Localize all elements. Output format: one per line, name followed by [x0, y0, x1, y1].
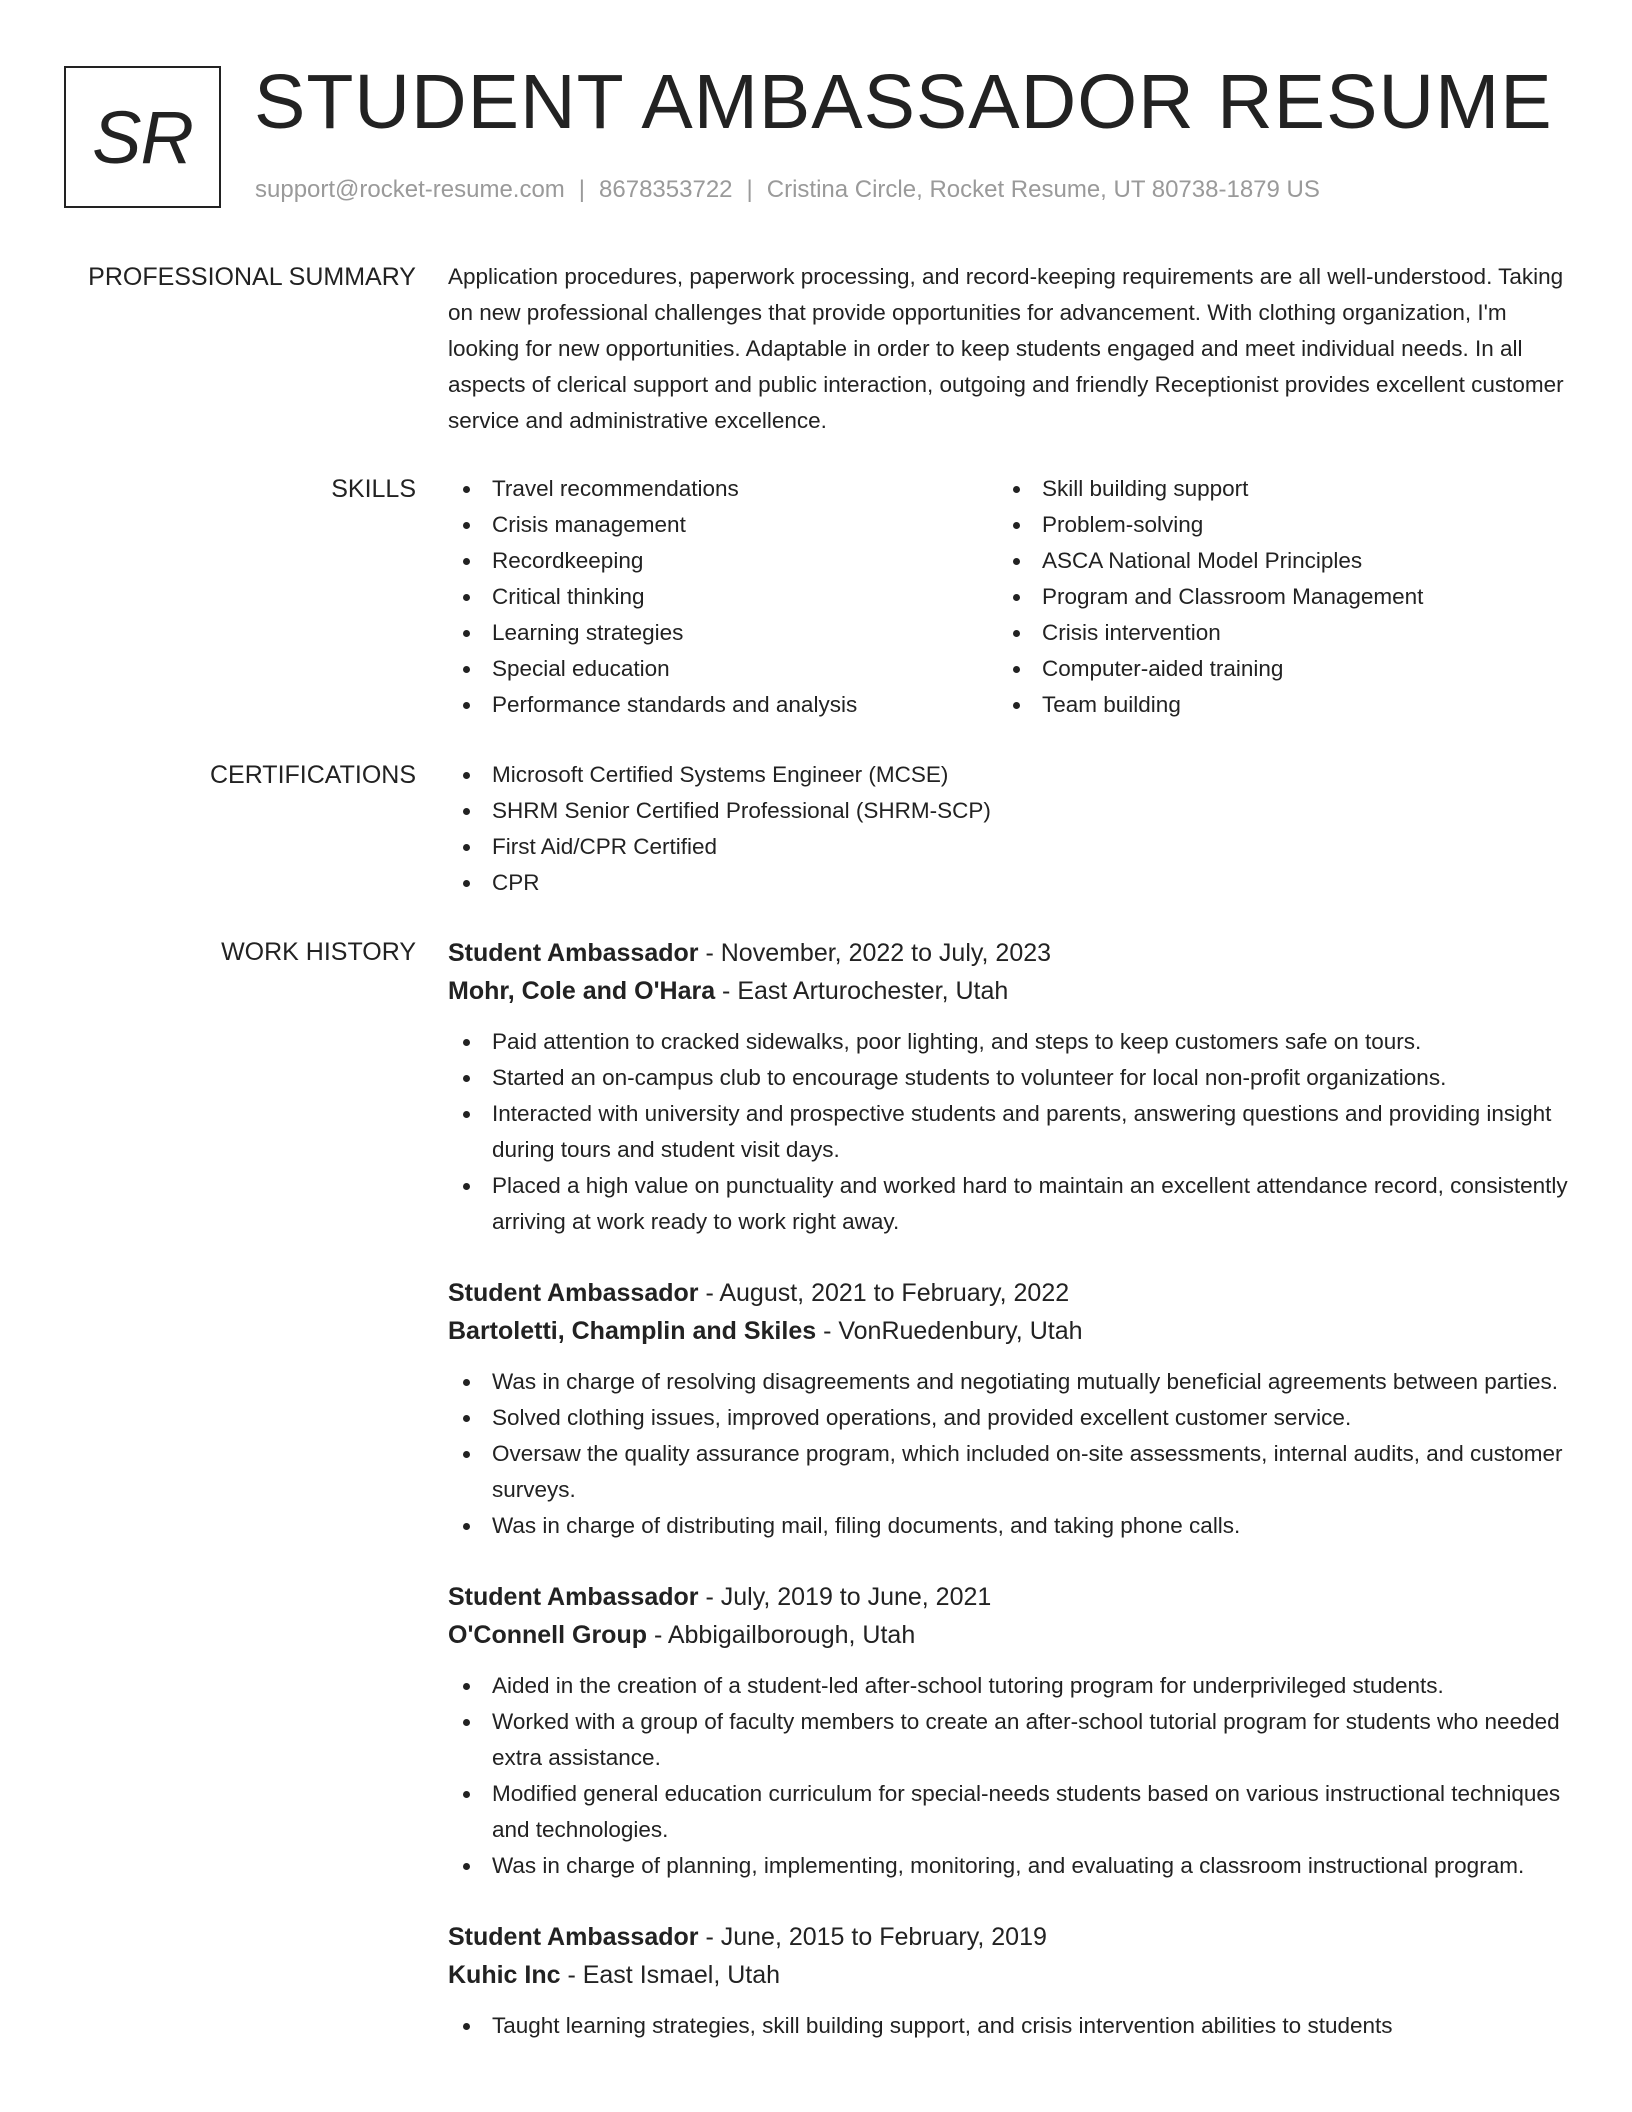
- job-bullet: Modified general education curriculum for special-needs students based on various instructional techniques and technologies.: [448, 1776, 1568, 1848]
- certifications-list: [448, 757, 1568, 901]
- skill-item: ASCA National Model Principles: [998, 543, 1548, 579]
- job-dates: - June, 2015 to February, 2019: [698, 1923, 1047, 1951]
- skill-item: Skill building support: [998, 471, 1548, 507]
- skills-columns: [448, 471, 1568, 723]
- skill-item: Crisis intervention: [998, 615, 1548, 651]
- skills-list-left: [448, 471, 998, 723]
- contact-separator: |: [746, 176, 753, 203]
- summary-heading: PROFESSIONAL SUMMARY: [88, 263, 416, 291]
- job-title-line: [448, 1274, 1568, 1312]
- contact-line: [255, 176, 1320, 204]
- job-bullets: [448, 1364, 1568, 1544]
- job-location: - East Arturochester, Utah: [715, 977, 1009, 1005]
- job-title-line: [448, 934, 1568, 972]
- job-bullet: Was in charge of resolving disagreements and negotiating mutually beneficial agreements between parties.: [448, 1364, 1568, 1400]
- job-entry: [448, 1578, 1568, 1884]
- skill-item: Crisis management: [448, 507, 998, 543]
- job-role: Student Ambassador: [448, 1583, 699, 1611]
- skills-heading: SKILLS: [331, 475, 416, 503]
- job-location: - East Ismael, Utah: [560, 1961, 781, 1989]
- certification-item: CPR: [448, 865, 1568, 901]
- job-bullets: [448, 2008, 1568, 2044]
- job-dates: - August, 2021 to February, 2022: [698, 1279, 1070, 1307]
- resume-title: STUDENT AMBASSADOR RESUME: [254, 59, 1553, 145]
- job-company: Bartoletti, Champlin and Skiles: [448, 1317, 817, 1345]
- job-entry: [448, 1918, 1568, 2044]
- skill-item: Learning strategies: [448, 615, 998, 651]
- job-company-line: [448, 1616, 1568, 1654]
- job-entry: [448, 934, 1568, 1240]
- skill-item: Special education: [448, 651, 998, 687]
- job-bullets: [448, 1668, 1568, 1884]
- skill-item: Team building: [998, 687, 1548, 723]
- job-role: Student Ambassador: [448, 1279, 699, 1307]
- contact-phone[interactable]: 8678353722: [599, 176, 733, 203]
- job-bullet: Worked with a group of faculty members to create an after-school tutorial program for students who needed extra assistance.: [448, 1704, 1568, 1776]
- certifications-body: [448, 757, 1568, 901]
- summary-text: Application procedures, paperwork processing, and record-keeping requirements are all well-understood. Taking on new professional challenges that provide opportunities for advancement. With clothing organization, I'm looking for new opportunities. Adaptable in order to keep students engaged and meet individual needs. In all aspects of clerical support and public interaction, outgoing and friendly Receptionist provides excellent customer service and administrative excellence.: [448, 264, 1564, 433]
- job-bullet: Solved clothing issues, improved operations, and provided excellent customer service.: [448, 1400, 1568, 1436]
- job-dates: - November, 2022 to July, 2023: [698, 939, 1052, 967]
- job-company-line: [448, 1312, 1568, 1350]
- monogram-initials: SR: [92, 95, 193, 179]
- contact-address: Cristina Circle, Rocket Resume, UT 80738-1879 US: [766, 176, 1320, 203]
- work-history-heading: WORK HISTORY: [221, 938, 416, 966]
- job-company: Mohr, Cole and O'Hara: [448, 977, 716, 1005]
- job-bullet: Taught learning strategies, skill building support, and crisis intervention abilities to students: [448, 2008, 1568, 2044]
- job-company: O'Connell Group: [448, 1621, 647, 1649]
- skill-item: Travel recommendations: [448, 471, 998, 507]
- job-bullet: Oversaw the quality assurance program, which included on-site assessments, internal audits, and customer surveys.: [448, 1436, 1568, 1508]
- contact-separator: |: [578, 176, 586, 203]
- skill-item: Recordkeeping: [448, 543, 998, 579]
- certification-item: First Aid/CPR Certified: [448, 829, 1568, 865]
- certifications-heading: CERTIFICATIONS: [209, 761, 416, 789]
- job-bullet: Was in charge of distributing mail, filing documents, and taking phone calls.: [448, 1508, 1568, 1544]
- job-location: - Abbigailborough, Utah: [647, 1621, 916, 1649]
- job-bullets: [448, 1024, 1568, 1240]
- job-location: - VonRuedenbury, Utah: [816, 1317, 1083, 1345]
- work-history-body: [448, 934, 1568, 2078]
- job-bullet: Paid attention to cracked sidewalks, poor lighting, and steps to keep customers safe on tours.: [448, 1024, 1568, 1060]
- job-bullet: Interacted with university and prospective students and parents, answering questions and providing insight during tours and student visit days.: [448, 1096, 1568, 1168]
- job-entry: [448, 1274, 1568, 1544]
- job-company-line: [448, 972, 1568, 1010]
- job-title-line: [448, 1918, 1568, 1956]
- job-bullet: Aided in the creation of a student-led after-school tutoring program for underprivileged students.: [448, 1668, 1568, 1704]
- skill-item: Critical thinking: [448, 579, 998, 615]
- monogram-badge: [64, 66, 221, 208]
- job-role: Student Ambassador: [448, 939, 699, 967]
- contact-email[interactable]: support@rocket-resume.com: [255, 176, 565, 203]
- job-role: Student Ambassador: [448, 1923, 699, 1951]
- job-company: Kuhic Inc: [448, 1961, 561, 1989]
- job-bullet: Started an on-campus club to encourage students to volunteer for local non-profit organizations.: [448, 1060, 1568, 1096]
- job-bullet: Was in charge of planning, implementing, monitoring, and evaluating a classroom instructional program.: [448, 1848, 1568, 1884]
- certification-item: SHRM Senior Certified Professional (SHRM-SCP): [448, 793, 1568, 829]
- skill-item: Program and Classroom Management: [998, 579, 1548, 615]
- certification-item: Microsoft Certified Systems Engineer (MCSE): [448, 757, 1568, 793]
- skill-item: Computer-aided training: [998, 651, 1548, 687]
- job-bullet: Placed a high value on punctuality and worked hard to maintain an excellent attendance record, consistently arriving at work ready to work right away.: [448, 1168, 1568, 1240]
- skill-item: Performance standards and analysis: [448, 687, 998, 723]
- job-title-line: [448, 1578, 1568, 1616]
- skill-item: Problem-solving: [998, 507, 1548, 543]
- job-company-line: [448, 1956, 1568, 1994]
- job-dates: - July, 2019 to June, 2021: [698, 1583, 992, 1611]
- skills-list-right: [998, 471, 1548, 723]
